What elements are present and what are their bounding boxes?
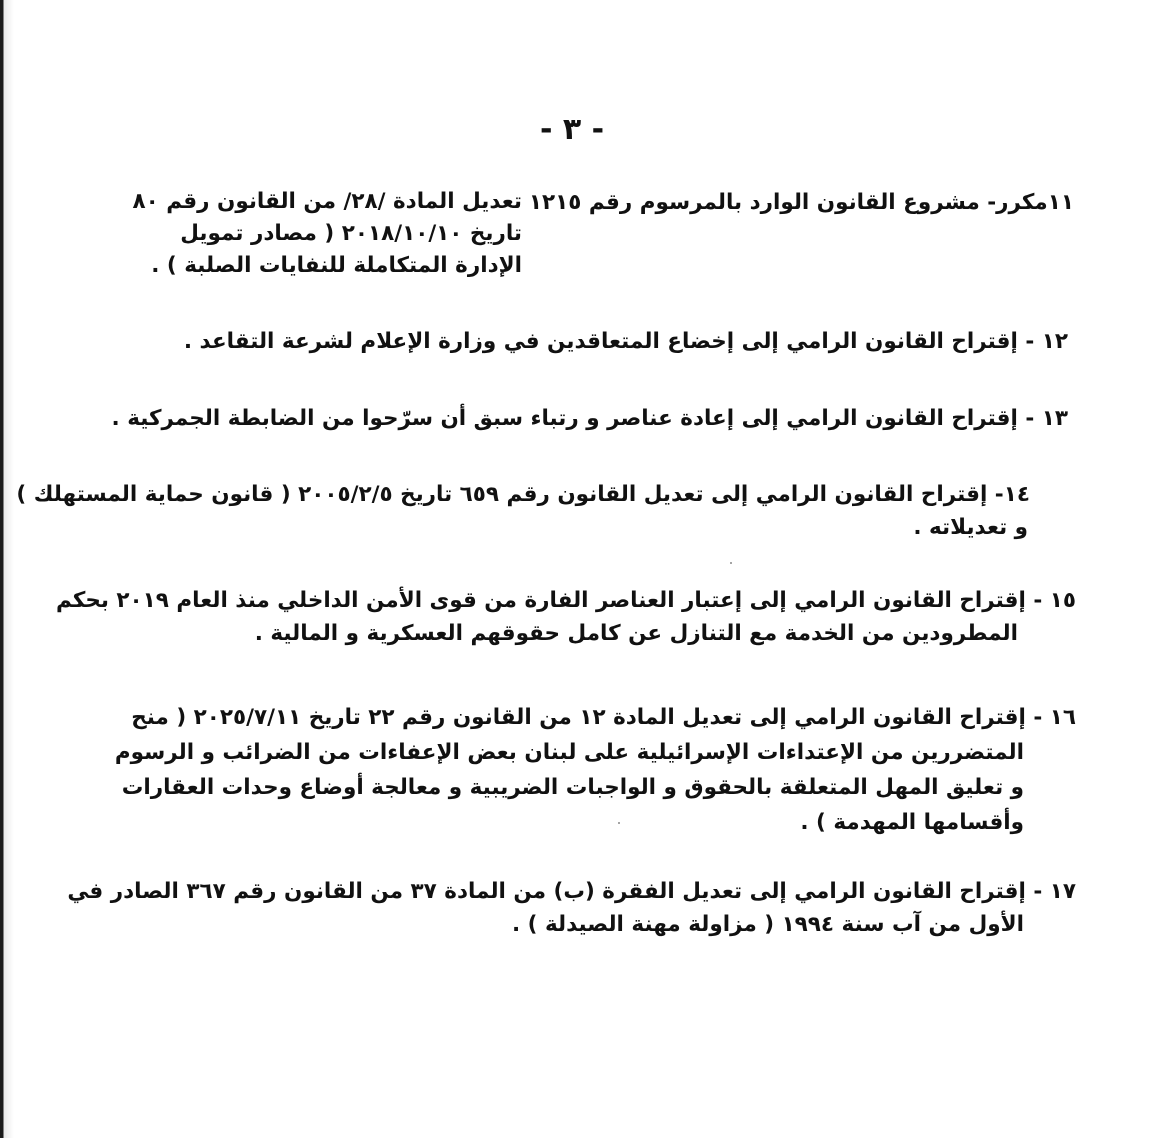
agenda-item-line: ١٤- إقتراح القانون الرامي إلى تعديل القانون رقم ٦٥٩ تاريخ ٢٠٠٥/٢/٥ ( قانون حماية المستهلك )	[16, 482, 1030, 507]
agenda-item-line: ١٧ - إقتراح القانون الرامي إلى تعديل الفقرة (ب) من المادة ٣٧ من القانون رقم ٣٦٧ الصادر في	[67, 879, 1076, 904]
agenda-item-line: و تعديلاته .	[913, 515, 1028, 540]
agenda-item-line: وأقسامها المهدمة ) .	[800, 810, 1024, 835]
agenda-item-line: ١٦ - إقتراح القانون الرامي إلى تعديل المادة ١٢ من القانون رقم ٢٢ تاريخ ٢٠٢٥/٧/١١ ( منح	[131, 705, 1076, 730]
agenda-item-line: الإدارة المتكاملة للنفايات الصلبة ) .	[151, 253, 522, 278]
agenda-item-15	[56, 584, 1076, 650]
agenda-item-13	[88, 402, 1068, 435]
agenda-item-line: ١٥ - إقتراح القانون الرامي إلى إعتبار العناصر الفارة من قوى الأمن الداخلي منذ العام ٢٠١٩ بحكم	[56, 588, 1076, 613]
agenda-item-11-bis-details	[132, 186, 522, 282]
agenda-item-line: ١١مكرر- مشروع القانون الوارد بالمرسوم رقم ١٢١٥	[528, 190, 1074, 215]
scan-speck	[730, 562, 732, 564]
scan-page-edge	[0, 0, 14, 1138]
agenda-item-14	[16, 478, 1030, 544]
page-number: - ٣ -	[539, 112, 605, 147]
agenda-item-12	[88, 325, 1068, 358]
agenda-item-line: المطرودين من الخدمة مع التنازل عن كامل حقوقهم العسكرية و المالية .	[254, 621, 1018, 646]
agenda-item-line: تعديل المادة /٢٨/ من القانون رقم ٨٠	[132, 189, 522, 214]
agenda-item-line: ١٢ - إقتراح القانون الرامي إلى إخضاع المتعاقدين في وزارة الإعلام لشرعة التقاعد .	[183, 329, 1068, 354]
agenda-item-line: ١٣ - إقتراح القانون الرامي إلى إعادة عناصر و رتباء سبق أن سرّحوا من الضابطة الجمركية .	[111, 406, 1068, 431]
agenda-item-17	[67, 875, 1076, 941]
agenda-item-16	[76, 700, 1076, 840]
agenda-item-line: و تعليق المهل المتعلقة بالحقوق و الواجبات الضريبية و معالجة أوضاع وحدات العقارات	[121, 775, 1024, 800]
agenda-item-11-bis-title	[528, 186, 1074, 219]
scan-speck	[618, 822, 620, 824]
agenda-item-line: الأول من آب سنة ١٩٩٤ ( مزاولة مهنة الصيدلة ) .	[512, 912, 1024, 937]
agenda-item-line: المتضررين من الإعتداءات الإسرائيلية على لبنان بعض الإعفاءات من الضرائب و الرسوم	[114, 740, 1024, 765]
agenda-item-line: تاريخ ٢٠١٨/١٠/١٠ ( مصادر تمويل	[180, 221, 522, 246]
